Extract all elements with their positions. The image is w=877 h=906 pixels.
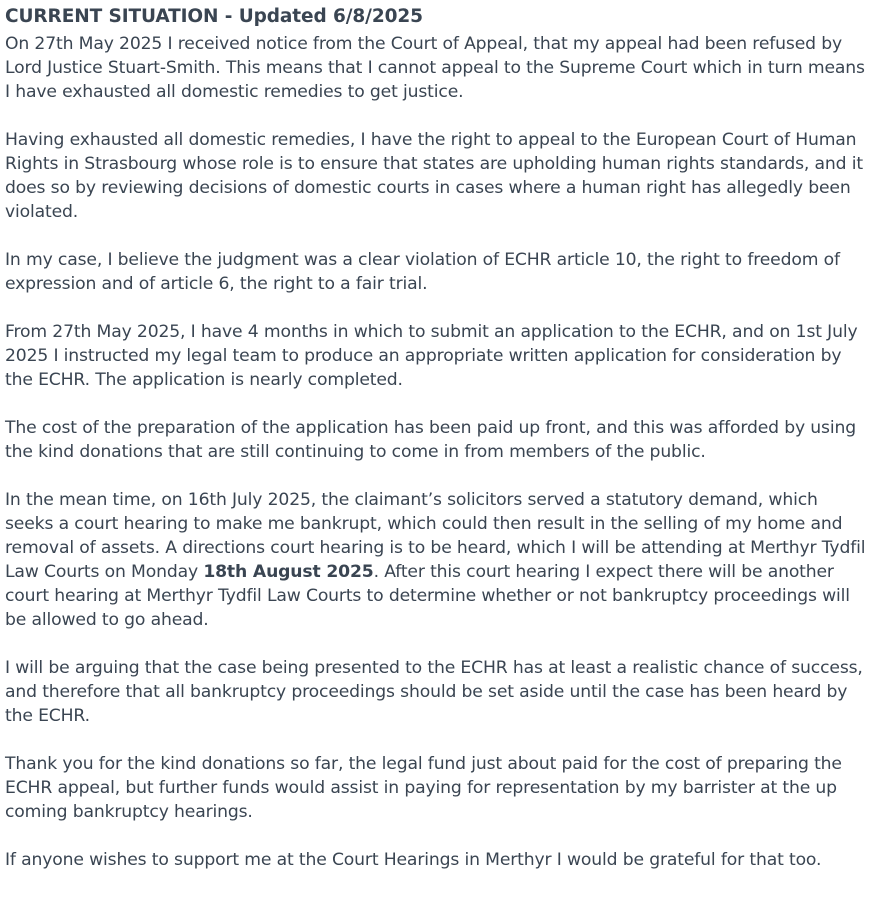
- paragraph-arguments: I will be arguing that the case being presented to the ECHR has at least a realistic chance of success, and therefore that all bankruptcy proceedings should be set aside until the case has been heard by the ECHR.: [5, 658, 863, 726]
- paragraph-bankruptcy-text-before: In the mean time, on 16th July 2025, the claimant’s solicitors served a statutory demand, which seeks a court hearing to make me bankrupt, which could then result in the selling of my home and removal of assets. A directions court hearing is to be heard, which I will be attending at Merthyr Tydfil Law Courts on Monday: [5, 490, 866, 582]
- paragraph-echr-right: Having exhausted all domestic remedies, I have the right to appeal to the European Court of Human Rights in Strasbourg whose role is to ensure that states are upholding human rights standards, and it does so by reviewing decisions of domestic courts in cases where a human right has allegedly been violated.: [5, 130, 863, 222]
- page-title: CURRENT SITUATION - Updated 6/8/2025: [5, 6, 423, 27]
- paragraph-thanks: Thank you for the kind donations so far, the legal fund just about paid for the cost of preparing the ECHR appeal, but further funds would assist in paying for representation by my barrister at the up coming bankruptcy hearings.: [5, 754, 842, 822]
- paragraph-violation: In my case, I believe the judgment was a clear violation of ECHR article 10, the right to freedom of expression and of article 6, the right to a fair trial.: [5, 250, 840, 294]
- paragraph-cost: The cost of the preparation of the application has been paid up front, and this was afforded by using the kind donations that are still continuing to come in from members of the public.: [5, 418, 856, 462]
- paragraph-bankruptcy-demand: [5, 488, 871, 632]
- paragraph-court-of-appeal: On 27th May 2025 I received notice from the Court of Appeal, that my appeal had been refused by Lord Justice Stuart-Smith. This means that I cannot appeal to the Supreme Court which in turn means I have exhausted all domestic remedies to get justice.: [5, 34, 865, 102]
- paragraph-support: If anyone wishes to support me at the Court Hearings in Merthyr I would be grateful for that too.: [5, 850, 822, 870]
- hearing-date: 18th August 2025: [203, 562, 374, 582]
- paragraph-bankruptcy-text-after: . After this court hearing I expect there will be another court hearing at Merthyr Tydfil Law Courts to determine whether or not bankruptcy proceedings will be allowed to go ahead.: [5, 562, 850, 630]
- paragraph-application: From 27th May 2025, I have 4 months in which to submit an application to the ECHR, and on 1st July 2025 I instructed my legal team to produce an appropriate written application for consideration by the ECHR. The application is nearly completed.: [5, 322, 858, 390]
